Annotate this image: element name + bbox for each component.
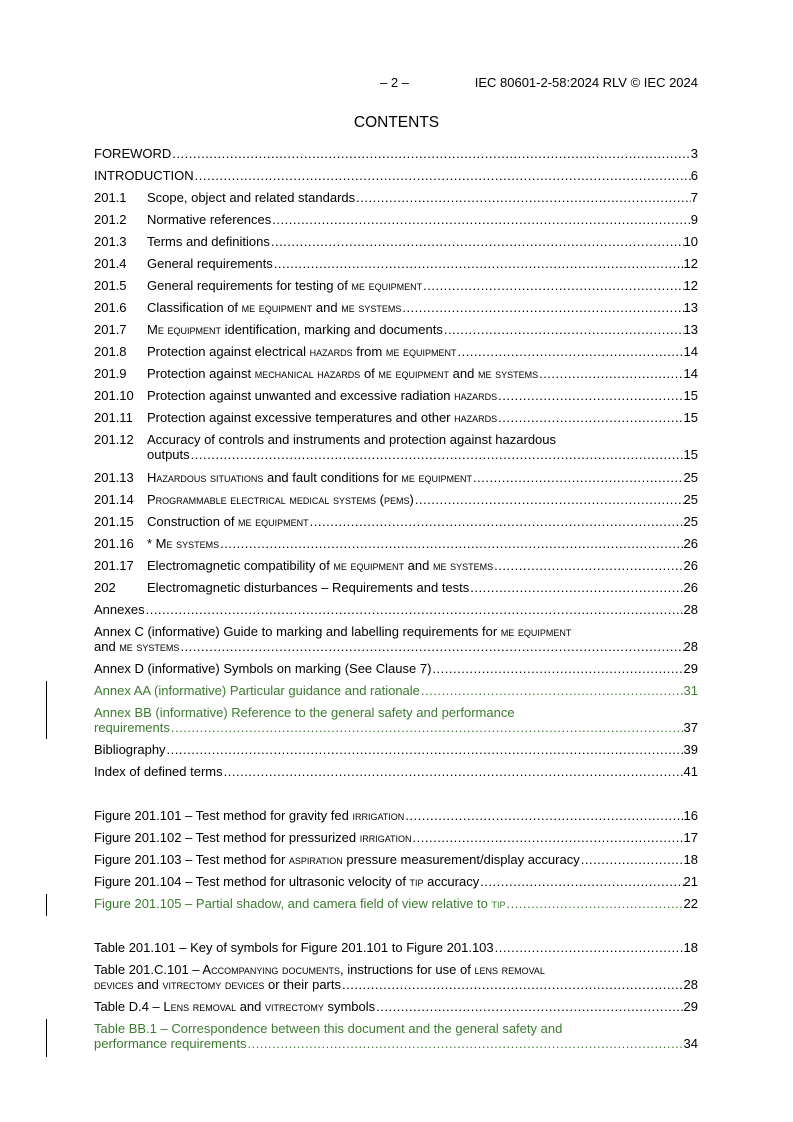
toc-entry-201-11[interactable]: 201.11 Protection against excessive temperatures and other hazards ..... 15	[94, 410, 698, 425]
change-bar	[46, 681, 47, 739]
toc-entry-201-5[interactable]: 201.5 General requirements for testing of me equipment ..... 12	[94, 278, 698, 293]
toc-entry-foreword[interactable]: FOREWORD ..... 3	[94, 146, 698, 161]
toc-entry-table-201-c-101[interactable]: Table 201.C.101 – Accompanying documents, instructions for use of lens removal devices and vitrectomy devices or their parts ..... 28	[94, 962, 698, 992]
toc-entry-201-15[interactable]: 201.15 Construction of me equipment ..... 25	[94, 514, 698, 529]
toc-entry-table-201-101[interactable]: Table 201.101 – Key of symbols for Figure 201.101 to Figure 201.103 ..... 18	[94, 940, 698, 955]
change-bar	[46, 1019, 47, 1057]
toc-entry-201-2[interactable]: 201.2 Normative references ..... 9	[94, 212, 698, 227]
toc-entry-201-8[interactable]: 201.8 Protection against electrical hazards from me equipment ..... 14	[94, 344, 698, 359]
toc-entry-201-14[interactable]: 201.14 Programmable electrical medical systems (pems) ..... 25	[94, 492, 698, 507]
toc-entry-annexes[interactable]: Annexes ..... 28	[94, 602, 698, 617]
toc-entry-201-16[interactable]: 201.16 * Me systems ..... 26	[94, 536, 698, 551]
toc-entry-201-6[interactable]: 201.6 Classification of me equipment and me systems ..... 13	[94, 300, 698, 315]
toc-entry-201-12[interactable]: 201.12 Accuracy of controls and instruments and protection against hazardous outputs ..... 15	[94, 432, 698, 462]
toc-entry-201-17[interactable]: 201.17 Electromagnetic compatibility of me equipment and me systems ..... 26	[94, 558, 698, 573]
toc-entry-table-bb-1[interactable]: Table BB.1 – Correspondence between this document and the general safety and performance requirements ..... 34	[94, 1021, 698, 1051]
toc-entry-annex-aa[interactable]: Annex AA (informative) Particular guidance and rationale ..... 31	[94, 683, 698, 698]
page-number: – 2 –	[380, 75, 409, 90]
toc-entry-annex-c[interactable]: Annex C (informative) Guide to marking and labelling requirements for me equipment and me systems ..... 28	[94, 624, 698, 654]
toc-entry-index[interactable]: Index of defined terms ..... 41	[94, 764, 698, 779]
toc-entry-figure-201-105[interactable]: Figure 201.105 – Partial shadow, and camera field of view relative to tip ..... 22	[94, 896, 698, 911]
toc-entry-201-3[interactable]: 201.3 Terms and definitions ..... 10	[94, 234, 698, 249]
toc-entry-201-7[interactable]: 201.7 Me equipment identification, marking and documents ..... 13	[94, 322, 698, 337]
toc-entry-bibliography[interactable]: Bibliography ..... 39	[94, 742, 698, 757]
toc-entry-introduction[interactable]: INTRODUCTION ..... 6	[94, 168, 698, 183]
toc-entry-figure-201-101[interactable]: Figure 201.101 – Test method for gravity fed irrigation ..... 16	[94, 808, 698, 823]
toc-entry-202[interactable]: 202 Electromagnetic disturbances – Requirements and tests ..... 26	[94, 580, 698, 595]
toc-entry-201-4[interactable]: 201.4 General requirements ..... 12	[94, 256, 698, 271]
toc-entry-figure-201-103[interactable]: Figure 201.103 – Test method for aspiration pressure measurement/display accuracy ..... 18	[94, 852, 698, 867]
toc-entry-201-1[interactable]: 201.1 Scope, object and related standards ..... 7	[94, 190, 698, 205]
change-bar	[46, 894, 47, 916]
toc-entry-201-10[interactable]: 201.10 Protection against unwanted and excessive radiation hazards ..... 15	[94, 388, 698, 403]
page-title: CONTENTS	[353, 114, 440, 131]
toc-entry-201-9[interactable]: 201.9 Protection against mechanical hazards of me equipment and me systems ..... 14	[94, 366, 698, 381]
toc-entry-annex-d[interactable]: Annex D (informative) Symbols on marking (See Clause 7) ..... 29	[94, 661, 698, 676]
toc-entry-201-13[interactable]: 201.13 Hazardous situations and fault conditions for me equipment ..... 25	[94, 470, 698, 485]
toc-entry-figure-201-104[interactable]: Figure 201.104 – Test method for ultrasonic velocity of tip accuracy ..... 21	[94, 874, 698, 889]
toc-entry-figure-201-102[interactable]: Figure 201.102 – Test method for pressurized irrigation ..... 17	[94, 830, 698, 845]
standard-reference: IEC 80601-2-58:2024 RLV © IEC 2024	[474, 75, 698, 90]
toc-entry-annex-bb[interactable]: Annex BB (informative) Reference to the general safety and performance requirements ..... 37	[94, 705, 698, 735]
toc-entry-table-d-4[interactable]: Table D.4 – Lens removal and vitrectomy symbols ..... 29	[94, 999, 698, 1014]
